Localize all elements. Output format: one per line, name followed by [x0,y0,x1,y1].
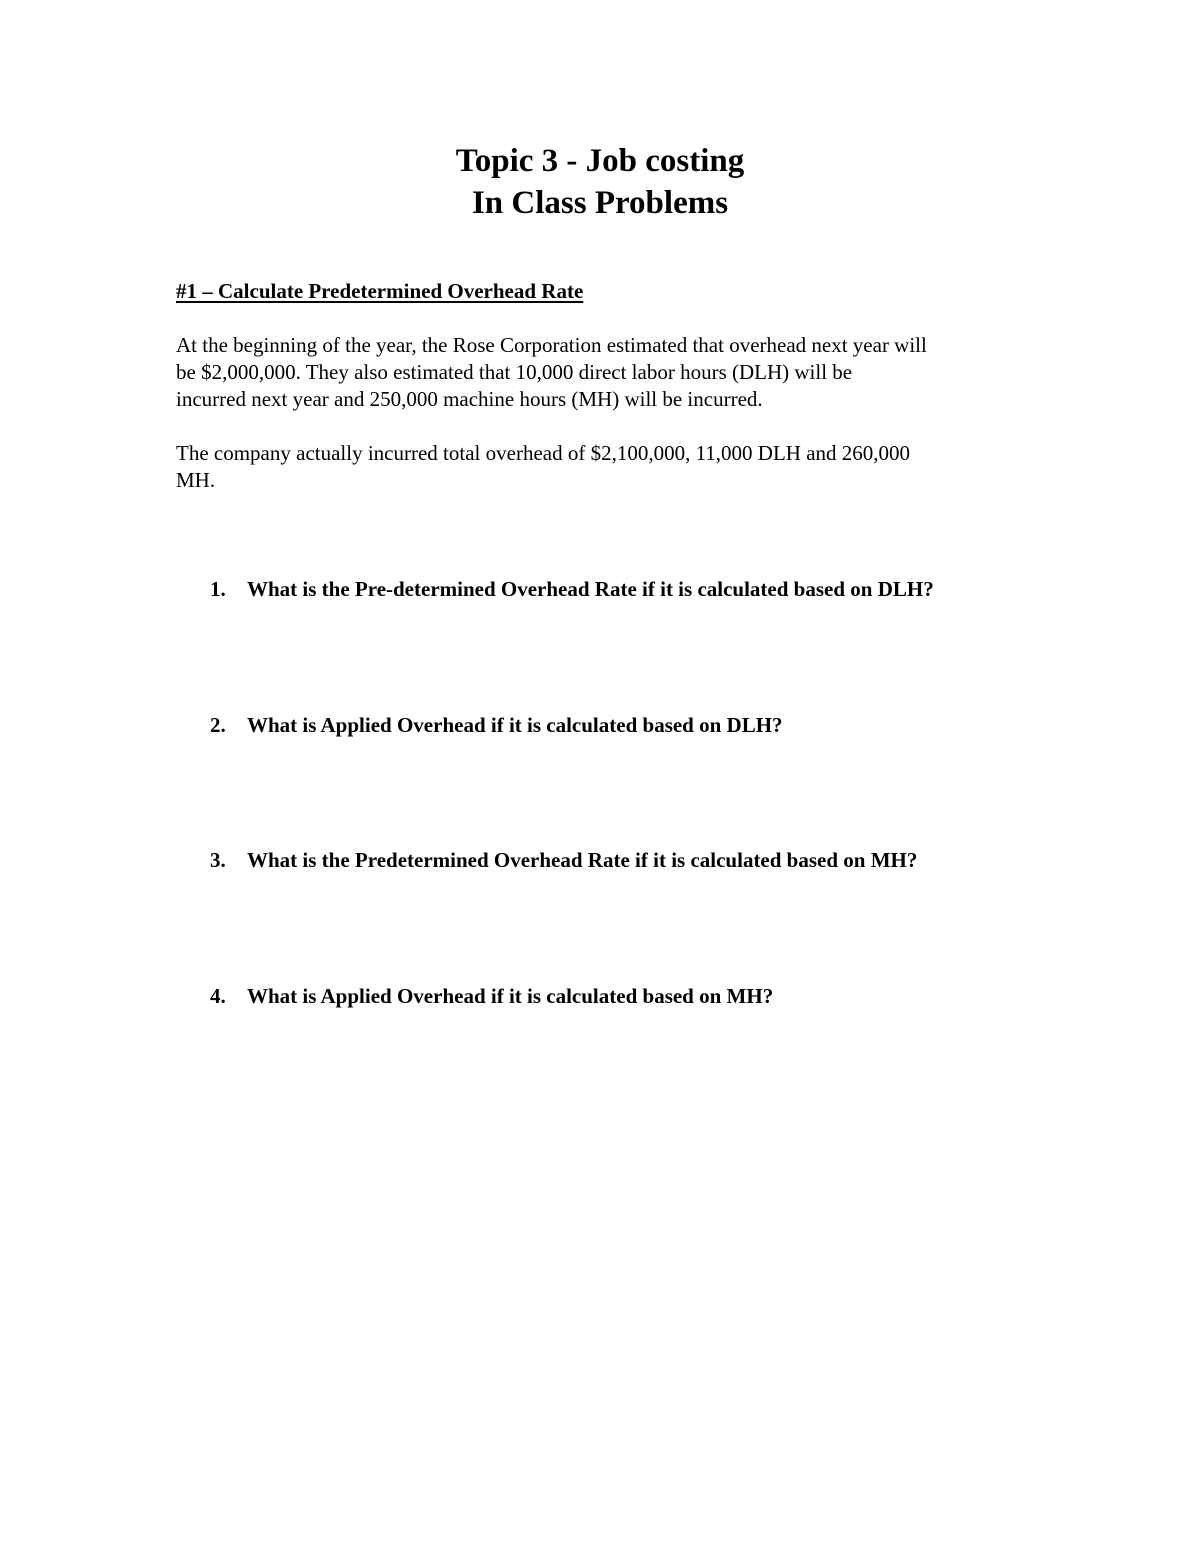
question-number: 2. [210,713,226,737]
paragraph-line: The company actually incurred total overhead of $2,100,000, 11,000 DLH and 260,000 [176,441,911,465]
question-number: 1. [210,577,226,601]
paragraph-line: be $2,000,000. They also estimated that 10,000 direct labor hours (DLH) will be [176,360,853,384]
question-number: 4. [210,984,226,1008]
question-text: What is the Pre-determined Overhead Rate if it is calculated based on DLH? [247,577,934,601]
paragraph-actuals [176,440,1056,494]
paragraph-line: incurred next year and 250,000 machine hours (MH) will be incurred. [176,387,763,411]
section-heading: #1 – Calculate Predetermined Overhead Rate [176,279,584,303]
question-3 [210,847,917,873]
question-2 [210,712,783,738]
title-line-1: Topic 3 - Job costing [455,143,745,179]
question-number: 3. [210,848,226,872]
paragraph-line: MH. [176,468,216,492]
paragraph-line: At the beginning of the year, the Rose Corporation estimated that overhead next year will [176,333,927,357]
document-title [0,140,1200,224]
question-1 [210,576,934,602]
question-text: What is the Predetermined Overhead Rate if it is calculated based on MH? [247,848,918,872]
question-text: What is Applied Overhead if it is calculated based on MH? [247,984,774,1008]
question-text: What is Applied Overhead if it is calculated based on DLH? [247,713,783,737]
paragraph-estimates [176,332,1056,413]
question-4 [210,983,773,1009]
title-line-2: In Class Problems [471,185,729,221]
